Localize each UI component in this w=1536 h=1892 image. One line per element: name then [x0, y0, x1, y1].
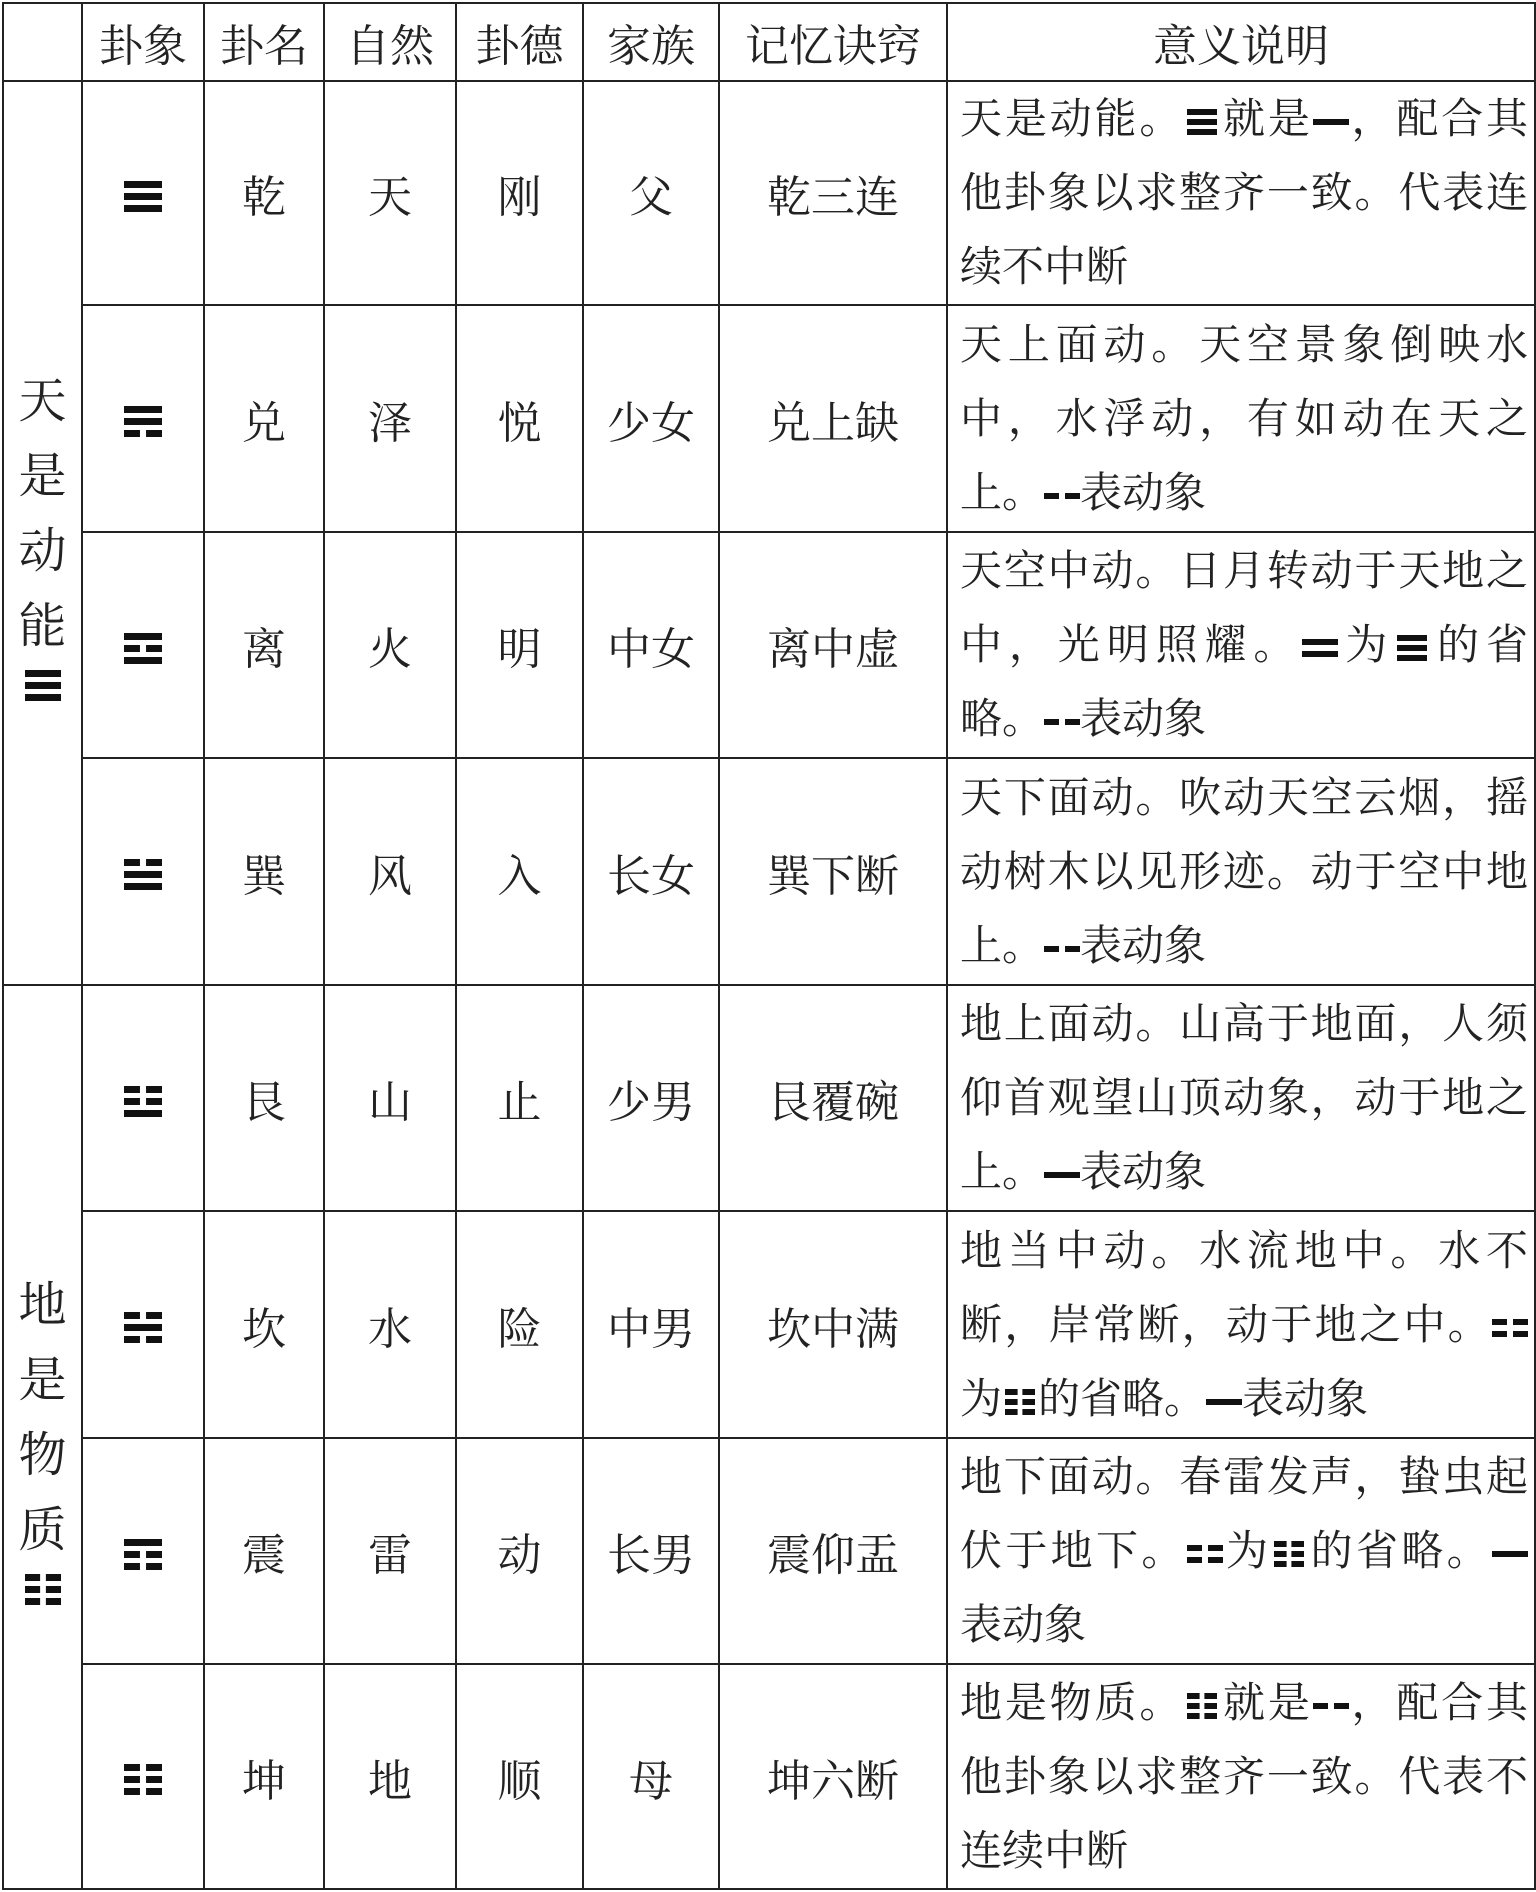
group-label-cell — [3, 81, 82, 985]
yang-line-icon — [1206, 1399, 1242, 1405]
nature-cell: 泽 — [324, 305, 456, 532]
qian-trigram-icon — [25, 670, 61, 701]
trigram-symbol-cell — [82, 305, 204, 532]
header-name: 卦名 — [204, 3, 324, 81]
trigram-name: 震 — [204, 1438, 324, 1665]
qian-trigram-icon — [1187, 109, 1217, 135]
yin-line-icon — [1044, 719, 1080, 725]
yin-line-icon — [1187, 1545, 1223, 1563]
description-cell: 地下面动。春雷发声，蛰虫起伏于地下。 为 的省略。表动象 — [947, 1438, 1535, 1665]
nature-cell: 风 — [324, 758, 456, 985]
table-row — [3, 1211, 1535, 1438]
qian-trigram-icon — [1397, 635, 1427, 661]
mnemonic-cell: 震仰盂 — [719, 1438, 947, 1665]
trigram-name: 坤 — [204, 1664, 324, 1889]
trigram-name: 离 — [204, 532, 324, 759]
nature-cell: 水 — [324, 1211, 456, 1438]
description-cell: 天上面动。天空景象倒映水中，水浮动，有如动在天之上。 表动象 — [947, 305, 1535, 532]
table-row — [3, 305, 1535, 532]
kun-trigram-icon — [25, 1574, 61, 1605]
virtue-cell: 止 — [456, 985, 583, 1212]
virtue-cell: 动 — [456, 1438, 583, 1665]
mnemonic-cell: 坎中满 — [719, 1211, 947, 1438]
yang-line-icon — [1302, 639, 1338, 657]
trigram-symbol-cell — [82, 81, 204, 305]
family-cell: 长女 — [583, 758, 719, 985]
mnemonic-cell: 离中虚 — [719, 532, 947, 759]
trigram-symbol-cell — [82, 985, 204, 1212]
description-cell: 天是动能。 就是 ，配合其他卦象以求整齐一致。代表连续不中断 — [947, 81, 1535, 305]
virtue-cell: 险 — [456, 1211, 583, 1438]
group-label: 天 是 动 能 — [18, 373, 67, 655]
yang-line-icon — [1313, 119, 1349, 125]
table-row — [3, 1664, 1535, 1889]
yin-line-icon — [1492, 1319, 1528, 1337]
virtue-cell: 悦 — [456, 305, 583, 532]
trigram-name: 兑 — [204, 305, 324, 532]
mnemonic-cell: 兑上缺 — [719, 305, 947, 532]
family-cell: 父 — [583, 81, 719, 305]
nature-cell: 地 — [324, 1664, 456, 1889]
table-row — [3, 985, 1535, 1212]
dui-trigram-icon — [124, 406, 162, 437]
family-cell: 中男 — [583, 1211, 719, 1438]
table-row — [3, 81, 1535, 305]
header-corner — [3, 3, 82, 81]
kun-trigram-icon — [1274, 1541, 1304, 1567]
virtue-cell: 入 — [456, 758, 583, 985]
description-cell: 地上面动。山高于地面，人须仰首观望山顶动象，动于地之上。 表动象 — [947, 985, 1535, 1212]
family-cell: 少男 — [583, 985, 719, 1212]
gen-trigram-icon — [124, 1086, 162, 1117]
trigram-symbol-cell — [82, 1211, 204, 1438]
kan-trigram-icon — [124, 1312, 162, 1343]
nature-cell: 火 — [324, 532, 456, 759]
mnemonic-cell: 巽下断 — [719, 758, 947, 985]
nature-cell: 天 — [324, 81, 456, 305]
yang-line-icon — [1492, 1551, 1528, 1557]
trigram-name: 乾 — [204, 81, 324, 305]
group-label: 地 是 物 质 — [18, 1277, 67, 1559]
family-cell: 中女 — [583, 532, 719, 759]
table-row — [3, 532, 1535, 759]
trigram-symbol-cell — [82, 1664, 204, 1889]
kun-trigram-icon — [1187, 1693, 1217, 1719]
trigram-name: 巽 — [204, 758, 324, 985]
zhen-trigram-icon — [124, 1539, 162, 1570]
header-description: 意义说明 — [947, 3, 1535, 81]
group-label-cell — [3, 985, 82, 1889]
header-nature: 自然 — [324, 3, 456, 81]
header-family: 家族 — [583, 3, 719, 81]
description-cell: 地是物质。 就是 ，配合其他卦象以求整齐一致。代表不连续中断 — [947, 1664, 1535, 1889]
header-row — [3, 3, 1535, 81]
kun-trigram-icon — [124, 1764, 162, 1795]
trigram-name: 坎 — [204, 1211, 324, 1438]
family-cell: 母 — [583, 1664, 719, 1889]
description-cell: 天空中动。日月转动于天地之中，光明照耀。 为 的省略。 表动象 — [947, 532, 1535, 759]
trigram-symbol-cell — [82, 532, 204, 759]
description-cell: 天下面动。吹动天空云烟，摇动树木以见形迹。动于空中地上。 表动象 — [947, 758, 1535, 985]
yin-line-icon — [1313, 1703, 1349, 1709]
trigram-table — [2, 2, 1536, 1890]
yin-line-icon — [1044, 946, 1080, 952]
virtue-cell: 刚 — [456, 81, 583, 305]
description-cell: 地当中动。水流地中。水不断，岸常断，动于地之中。为 的省略。 表动象 — [947, 1211, 1535, 1438]
family-cell: 长男 — [583, 1438, 719, 1665]
header-virtue: 卦德 — [456, 3, 583, 81]
li-trigram-icon — [124, 633, 162, 664]
kun-trigram-icon — [1005, 1389, 1035, 1415]
trigram-symbol-cell — [82, 758, 204, 985]
nature-cell: 山 — [324, 985, 456, 1212]
mnemonic-cell: 坤六断 — [719, 1664, 947, 1889]
header-mnemonic: 记忆诀窍 — [719, 3, 947, 81]
virtue-cell: 明 — [456, 532, 583, 759]
header-symbol: 卦象 — [82, 3, 204, 81]
trigram-name: 艮 — [204, 985, 324, 1212]
yang-line-icon — [1044, 1172, 1080, 1178]
mnemonic-cell: 乾三连 — [719, 81, 947, 305]
virtue-cell: 顺 — [456, 1664, 583, 1889]
family-cell: 少女 — [583, 305, 719, 532]
trigram-symbol-cell — [82, 1438, 204, 1665]
yin-line-icon — [1044, 493, 1080, 499]
table-row — [3, 1438, 1535, 1665]
table-row — [3, 758, 1535, 985]
nature-cell: 雷 — [324, 1438, 456, 1665]
xun-trigram-icon — [124, 859, 162, 890]
qian-trigram-icon — [124, 181, 162, 212]
mnemonic-cell: 艮覆碗 — [719, 985, 947, 1212]
